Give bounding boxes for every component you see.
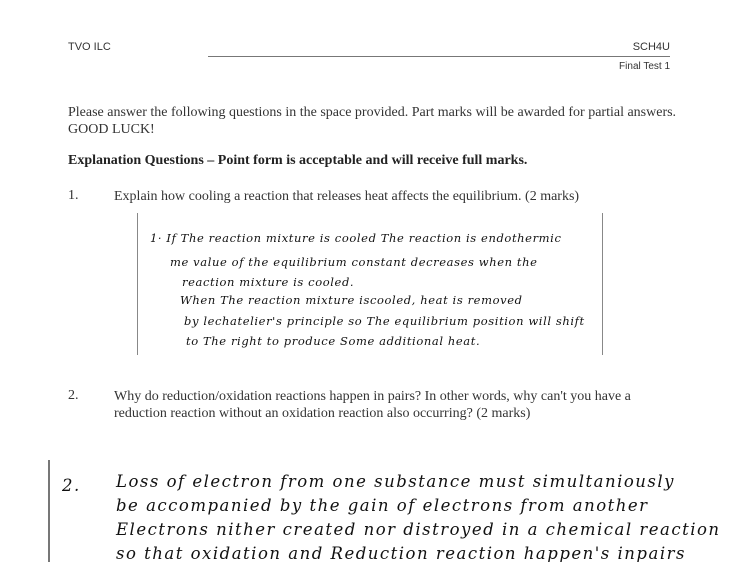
answer-1-line-4: When The reaction mixture iscooled, heat is removed [180, 293, 523, 307]
answer-2-line-1: Loss of electron from one substance must simultaniously [116, 472, 675, 491]
answer-1-box [137, 213, 603, 355]
answer-2-box [48, 460, 750, 562]
answer-1-line-3: reaction mixture is cooled. [182, 275, 355, 289]
header-rule [208, 56, 670, 57]
answer-2-line-3: Electrons nither created nor distroyed in a chemical reaction [116, 520, 721, 539]
instructions: Please answer the following questions in the space provided. Part marks will be awarded for partial answers. GOOD LUCK! [68, 105, 677, 137]
answer-1-line-6: to The right to produce Some additional heat. [186, 334, 481, 348]
section-title: Explanation Questions – Point form is acceptable and will receive full marks. [68, 153, 528, 168]
answer-1-line-5: by lechatelier's principle so The equilibrium position will shift [184, 314, 585, 328]
header-test-name: Final Test 1 [619, 61, 670, 72]
header-school: TVO ILC [68, 41, 111, 53]
question-1-text: Explain how cooling a reaction that releases heat affects the equilibrium. (2 marks) [114, 189, 580, 204]
question-2-text: Why do reduction/oxidation reactions happen in pairs? In other words, why can't you have a reduction reaction without an oxidation reaction also occurring? (2 marks) [114, 389, 631, 421]
answer-2-number: 2. [62, 476, 81, 495]
answer-1-line-2: me value of the equilibrium constant decreases when the [170, 255, 538, 269]
answer-2-line-2: be accompanied by the gain of electrons from another [116, 496, 649, 515]
question-2-number: 2. [68, 388, 79, 403]
answer-2-line-4: so that oxidation and Reduction reaction happen's inpairs [116, 544, 686, 562]
header-course-code: SCH4U [632, 41, 670, 53]
answer-1-line-1: 1· If The reaction mixture is cooled The reaction is endothermic [150, 231, 562, 245]
question-1-number: 1. [68, 188, 79, 203]
